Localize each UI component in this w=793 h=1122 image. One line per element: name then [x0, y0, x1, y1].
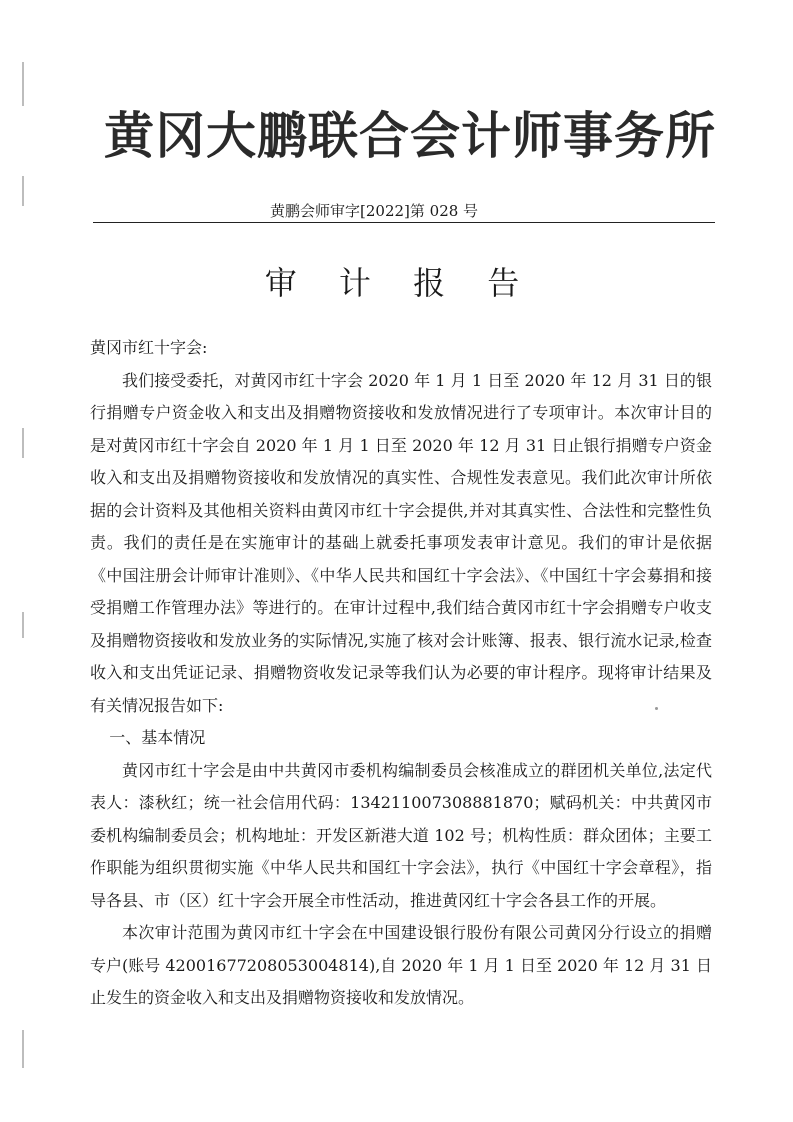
document-number: 黄鹏会师审字[2022]第 028 号 — [270, 202, 479, 220]
addressee: 黄冈市红十字会: — [90, 338, 208, 357]
scan-margin-mark — [22, 176, 24, 206]
scan-margin-mark — [22, 428, 24, 458]
scan-margin-mark — [22, 62, 24, 106]
header-rule — [93, 222, 715, 223]
section-heading: 一、基本情况 — [109, 728, 206, 747]
intro-paragraph: 我们接受委托，对黄冈市红十字会 2020 年 1 月 1 日至 2020 年 12 月 31 日的银行捐赠专户资金收入和支出及捐赠物资接收和发放情况进行了专项审计。本次审计目的是对黄冈市红十字会自 2020 年 1 月 1 日至 2020 年 12 月 31 日止银行捐赠专户资金收入和支出及捐赠物资接收和发放情况的真实性、合规性发表意见。我们此次审计所依据的会计资料及其他相关资料由黄冈市红十字会提供,并对其真实性、合法性和完整性负责。我们的责任是在实施审计的基础上就委托事项发表审计意见。我们的审计是依据《中国注册会计师审计准则》、《中华人民共和国红十字会法》、《中国红十字会募捐和接受捐赠工作管理办法》等进行的。在审计过程中,我们结合黄冈市红十字会捐赠专户收支及捐赠物资接收和发放业务的实际情况,实施了核对会计账簿、报表、银行流水记录,检查收入和支出凭证记录、捐赠物资收发记录等我们认为必要的审计程序。现将审计结果及有关情况报告如下: — [90, 370, 712, 715]
section-paragraph: 黄冈市红十字会是由中共黄冈市委机构编制委员会核准成立的群团机关单位,法定代表人：漆秋红；统一社会信用代码：134211007308881870；赋码机关：中共黄冈市委机构编制委员会；机构地址：开发区新港大道 102 号；机构性质：群众团体；主要工作职能为组织贯彻实施《中华人民共和国红十字会法》，执行《中国红十字会章程》，指导各县、市（区）红十字会开展全市性活动，推进黄冈红十字会各县工作的开展。 — [90, 760, 712, 910]
firm-name-heading: 黄冈大鹏联合会计师事务所 — [104, 107, 716, 165]
report-title: 审 计 报 告 — [264, 264, 536, 302]
section-paragraph: 本次审计范围为黄冈市红十字会在中国建设银行股份有限公司黄冈分行设立的捐赠专户(账号 42001677208053004814),自 2020 年 1 月 1 日至 2020 年 12 月 31 日止发生的资金收入和支出及捐赠物资接收和发放情况。 — [90, 923, 712, 1007]
scan-margin-mark — [22, 612, 24, 638]
scan-margin-mark — [22, 1030, 24, 1068]
report-body — [90, 332, 712, 1015]
